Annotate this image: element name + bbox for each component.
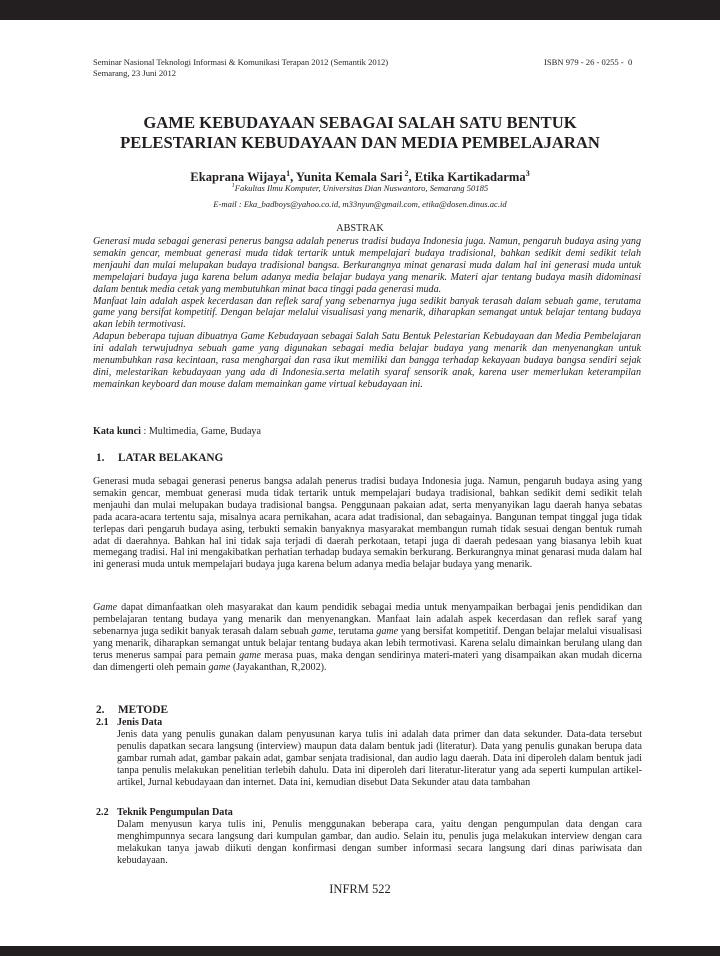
abstract-paragraph-1: Generasi muda sebagai generasi penerus bangsa adalah penerus tradisi budaya Indonesia juga. Namun, pengaruh budaya asing yang semakin gencar, membuat generasi muda tidak tertarik untuk mempelajari budaya tradisional, bahkan sedikit demi sedikit telah menjauhi dan mulai melupakan budaya tradisional bangsa. Berkurangnya minat genarasi muda dalam hal ini generasi muda untuk mempelajari budaya juga karena belum adanya media belajar budaya yang menarik. Materi ajar tentang budaya masih didominasi dalam bentuk media cetak yang membutuhkan minat baca tinggi pada generasi muda.	[93, 236, 641, 295]
page-footer: INFRM 522	[329, 882, 391, 896]
section-2-number: 2.	[96, 704, 105, 716]
keywords	[93, 426, 261, 437]
affiliation	[40, 183, 680, 193]
section-1-paragraph-1: Generasi muda sebagai generasi penerus bangsa adalah penerus tradisi budaya Indonesia juga. Namun, pengaruh budaya asing yang semakin gencar, membuat generasi muda tidak tertarik untuk mempelajari budaya tradisional, bahkan sedikit demi sedikit telah menjauhi dan mulai melupakan budaya tradisional bangsa. Penggunaan pakaian adat, serta menyanyikan lagu daerah hanya sebatas pada acara-acara tertentu saja, misalnya acara pernikahan, acara adat tradisional, dan sebagainya. Bangunan tempat tinggal juga tidak terlepas dari pengaruh budaya asing, terbukti semakin banyaknya masyarakat membangun rumah tidak sesuai dengan bentuk rumah adat di daerahnya. Bahkan hal ini tidak saja terjadi di daerah perkotaan, tetapi juga di daerah pedesaan yang biasanya lebih kuat memegang tradisi. Hal ini mengakibatkan perhatian terhadap budaya semakin berkurang. Berkurangnya minat genarasi muda dalam hal ini generasi muda untuk mempelajari budaya juga karena belum adanya media belajar budaya yang menarik.	[93, 476, 642, 571]
paper-title	[40, 113, 680, 152]
abstract-heading: ABSTRAK	[336, 223, 384, 234]
section-2-title: METODE	[118, 704, 169, 716]
author-3-sup: 3	[525, 169, 530, 178]
title-line-2: PELESTARIAN KEBUDAYAAN DAN MEDIA PEMBELAJARAN	[120, 132, 600, 152]
isbn: ISBN 979 - 26 - 0255 - 0	[544, 57, 633, 67]
game-term: game	[311, 625, 334, 637]
abstract-paragraph-3: Adapun beberapa tujuan dibuatnya Game Kebudayaan sebagai Salah Satu Bentuk Pelestarian Kebudayaan dan Media Pembelajaran ini adalah terwujudnya sebuah game yang digunakan sebagai media belajar budaya yang menarik dan menyenangkan untuk menumbuhkan rasa kecintaan, rasa menghargai dan rasa ikut memiliki dan bangga terhadap kekayaan budaya bangsa sendiri sejak dini, melestarikan kebudayaan yang ada di Indonesia.serta melatih syaraf sensorik anak, karena user memerlukan keterampilan memainkan keyboard dan mouse dalam memainkan game virtual kebudayaan ini.	[93, 331, 641, 390]
section-1-number: 1.	[96, 452, 105, 464]
section-1-paragraph-2	[93, 602, 642, 673]
paragraph-text: merasa puas, maka dengan sendirinya materi-materi yang disampaikan akan mudah dicerna dan dimengerti oleh pemain	[93, 649, 642, 673]
abstract-body	[93, 236, 641, 391]
subsection-2-1-title: Jenis Data	[117, 717, 163, 728]
subsection-2-2-number: 2.2	[96, 807, 109, 818]
game-term: game	[208, 661, 231, 673]
subsection-2-1-heading	[96, 717, 162, 728]
affiliation-text: Fakultas Ilmu Komputer, Universitas Dian Nuswantoro, Semarang 50185	[234, 183, 489, 193]
author-1: Ekaprana Wijaya	[190, 170, 287, 185]
author-3: , Etika Kartikadarma	[408, 170, 526, 185]
section-2-heading	[96, 704, 168, 716]
email-line: E-mail : Eka_badboys@yahoo.co.id, m33nyun@gmail.com, etika@dosen.dinus.ac.id	[213, 199, 507, 209]
conference-name: Seminar Nasional Teknologi Informasi & Komunikasi Terapan 2012 (Semantik 2012)	[93, 57, 389, 67]
paragraph-text: yang bersifat kompetitif. Dengan belajar melalui visualisasi yang menarik, diharapkan semangat untuk belajar tentang budaya akan lebih termotivasi. Karena selalu dimainkan berulang ulang dan terus menerus sampai para pemain	[93, 625, 642, 661]
title-line-1: GAME KEBUDAYAAN SEBAGAI SALAH SATU BENTUK	[143, 113, 577, 132]
section-1-title: LATAR BELAKANG	[118, 452, 224, 464]
author-1-sup: 1	[286, 169, 291, 178]
section-1-heading	[96, 452, 223, 464]
running-header	[93, 57, 388, 79]
game-term: game	[376, 625, 399, 637]
keywords-text: : Multimedia, Game, Budaya	[140, 426, 261, 437]
subsection-2-1-number: 2.1	[96, 717, 109, 728]
keywords-label: Kata kunci	[93, 426, 141, 437]
subsection-2-1-text: Jenis data yang penulis gunakan dalam penyusunan karya tulis ini adalah data primer dan data sekunder. Data-data tersebut penulis dapatkan secara langsung (interview) maupun data dalam bentuk jadi (literatur). Data yang penulis gunakan berupa data gambar rumah adat, gambar pakain adat, gambar senjata tradisional, dan audio lagu daerah. Data ini diperoleh dalam bentuk jadi tanpa penulis melakukan penelitian terlebih dahulu. Data ini diperoleh dari literatur-literatur yang ada seperti kumpulan artikel-artikel, Jurnal kebudayaan dan internet. Data ini, kemudian disebut Data Sekunder atau data tambahan	[117, 729, 642, 788]
paper-page	[0, 20, 720, 946]
abstract-paragraph-2: Manfaat lain adalah aspek kecerdasan dan reflek saraf yang sebenarnya juga sedikit banyak terasah dalam sebuah game, terutama game yang bersifat kompetitif. Dengan belajar melalui visualisasi yang menarik, diharapkan semangat untuk belajar tentang budaya akan lebih termotivasi.	[93, 295, 641, 331]
subsection-2-2-text: Dalam menyusun karya tulis ini, Penulis menggunakan beberapa cara, yaitu dengan pengumpulan data dengan cara menghimpunnya secara langsung dari kumpulan gambar, dan audio. Selain itu, penulis juga melakukan interview dengan cara melakukan tanya jawab diikuti dengan konfirmasi dengan sumber informasi secara langsung dari dinas pariwisata dan kebudayaan.	[117, 819, 642, 866]
affiliation-sup: 1	[231, 183, 235, 190]
paragraph-text: dapat dimanfaatkan oleh masyarakat dan kaum pendidik sebagai media untuk menyampaikan berbagai jenis pendidikan dan pembelajaran tentang budaya yang menarik dan menyenangkan. Manfaat lain adalah aspek kecerdasan dan reflek saraf yang sebenarnya juga sedikit banyak terasah dalam sebuah	[93, 602, 642, 637]
subsection-2-2-title: Teknik Pengumpulan Data	[117, 807, 233, 818]
paragraph-text: , terutama	[333, 625, 377, 637]
paragraph-text: (Jayakanthan, R,2002).	[230, 661, 327, 673]
author-2: , Yunita Kemala Sari	[290, 170, 403, 185]
author-2-sup: 2	[402, 169, 409, 178]
game-term: Game	[93, 602, 118, 613]
game-term: game	[239, 649, 261, 661]
conference-date: Semarang, 23 Juni 2012	[93, 68, 177, 78]
subsection-2-2-heading	[96, 807, 233, 818]
